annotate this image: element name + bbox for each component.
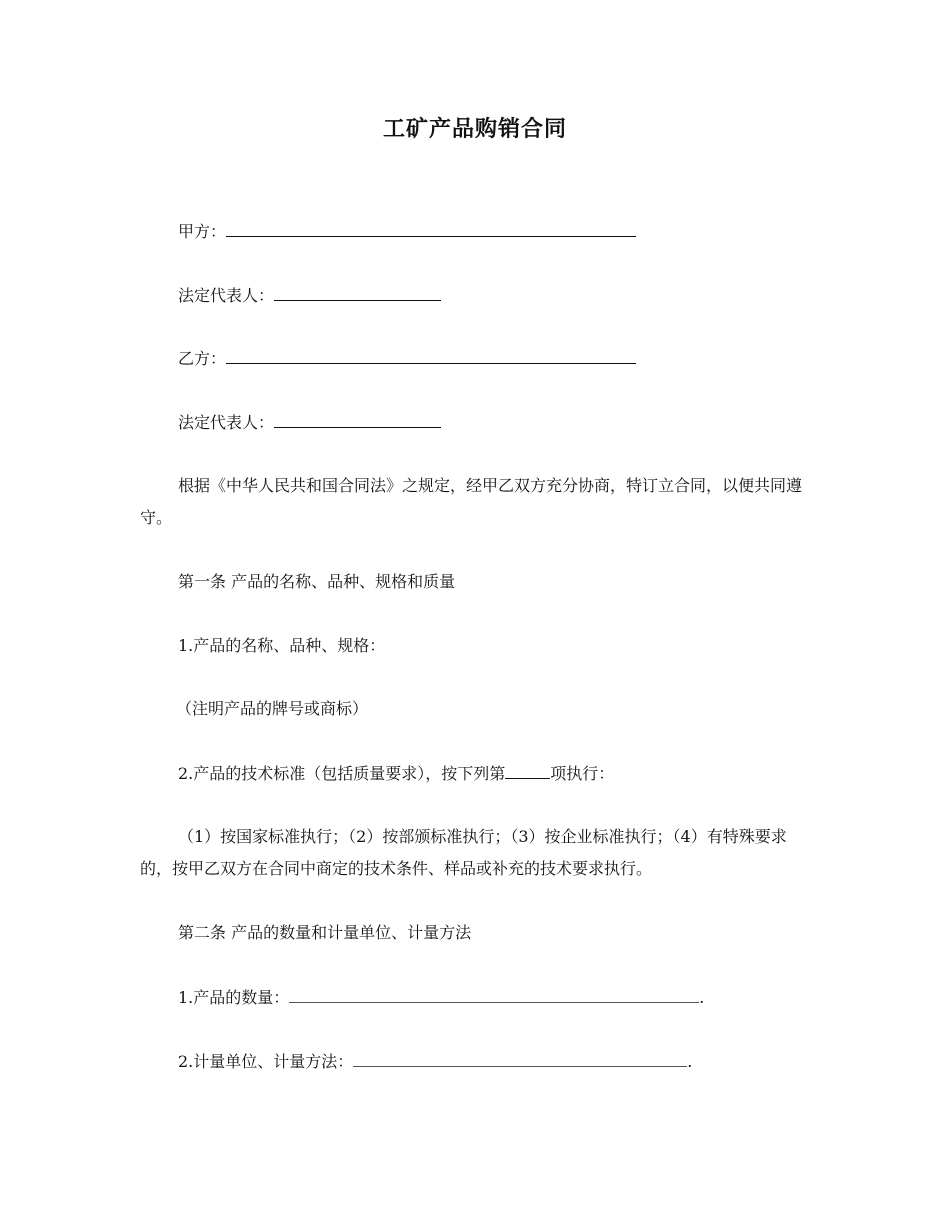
standard-option-blank[interactable] xyxy=(505,763,550,779)
article1-item2-line xyxy=(178,763,614,784)
party-b-label: 乙方： xyxy=(178,349,227,368)
article2-item1-period: . xyxy=(699,988,705,1007)
measurement-blank[interactable] xyxy=(353,1051,687,1067)
article2-item2-label: 2.计量单位、计量方法： xyxy=(178,1052,354,1071)
article1-options-paragraph: （1）按国家标准执行；（2）按部颁标准执行；（3）按企业标准执行；（4）有特殊要求的，按甲乙双方在合同中商定的技术条件、样品或补充的技术要求执行。 xyxy=(140,827,787,878)
party-b-rep-blank[interactable] xyxy=(274,412,441,428)
party-a-rep-blank[interactable] xyxy=(274,285,441,301)
intro-paragraph: 根据《中华人民共和国合同法》之规定，经甲乙双方充分协商，特订立合同，以便共同遵守。 xyxy=(140,476,803,527)
document-title: 工矿产品购销合同 xyxy=(382,116,567,142)
party-a-rep-label: 法定代表人： xyxy=(178,286,275,305)
quantity-blank[interactable] xyxy=(289,987,699,1003)
article2-item1-label: 1.产品的数量： xyxy=(178,988,290,1007)
party-a-rep-line xyxy=(178,285,441,306)
article2-item2-line xyxy=(178,1051,692,1072)
article2-item2-period: . xyxy=(687,1052,693,1071)
article1-item2-suffix: 项执行： xyxy=(550,764,615,783)
party-a-blank[interactable] xyxy=(226,221,636,237)
article2-item1-line xyxy=(178,987,704,1008)
article2-heading: 第二条 产品的数量和计量单位、计量方法 xyxy=(178,923,472,942)
party-b-rep-line xyxy=(178,412,441,433)
party-b-rep-label: 法定代表人： xyxy=(178,413,275,432)
article1-note: （注明产品的牌号或商标） xyxy=(176,699,369,718)
article1-heading: 第一条 产品的名称、品种、规格和质量 xyxy=(178,572,456,591)
article1-item2-prefix: 2.产品的技术标准（包括质量要求），按下列第 xyxy=(178,764,506,783)
article1-item1: 1.产品的名称、品种、规格： xyxy=(178,636,386,655)
party-b-blank[interactable] xyxy=(226,348,636,364)
party-b-line xyxy=(178,348,636,369)
party-a-line xyxy=(178,221,636,242)
party-a-label: 甲方： xyxy=(178,222,227,241)
